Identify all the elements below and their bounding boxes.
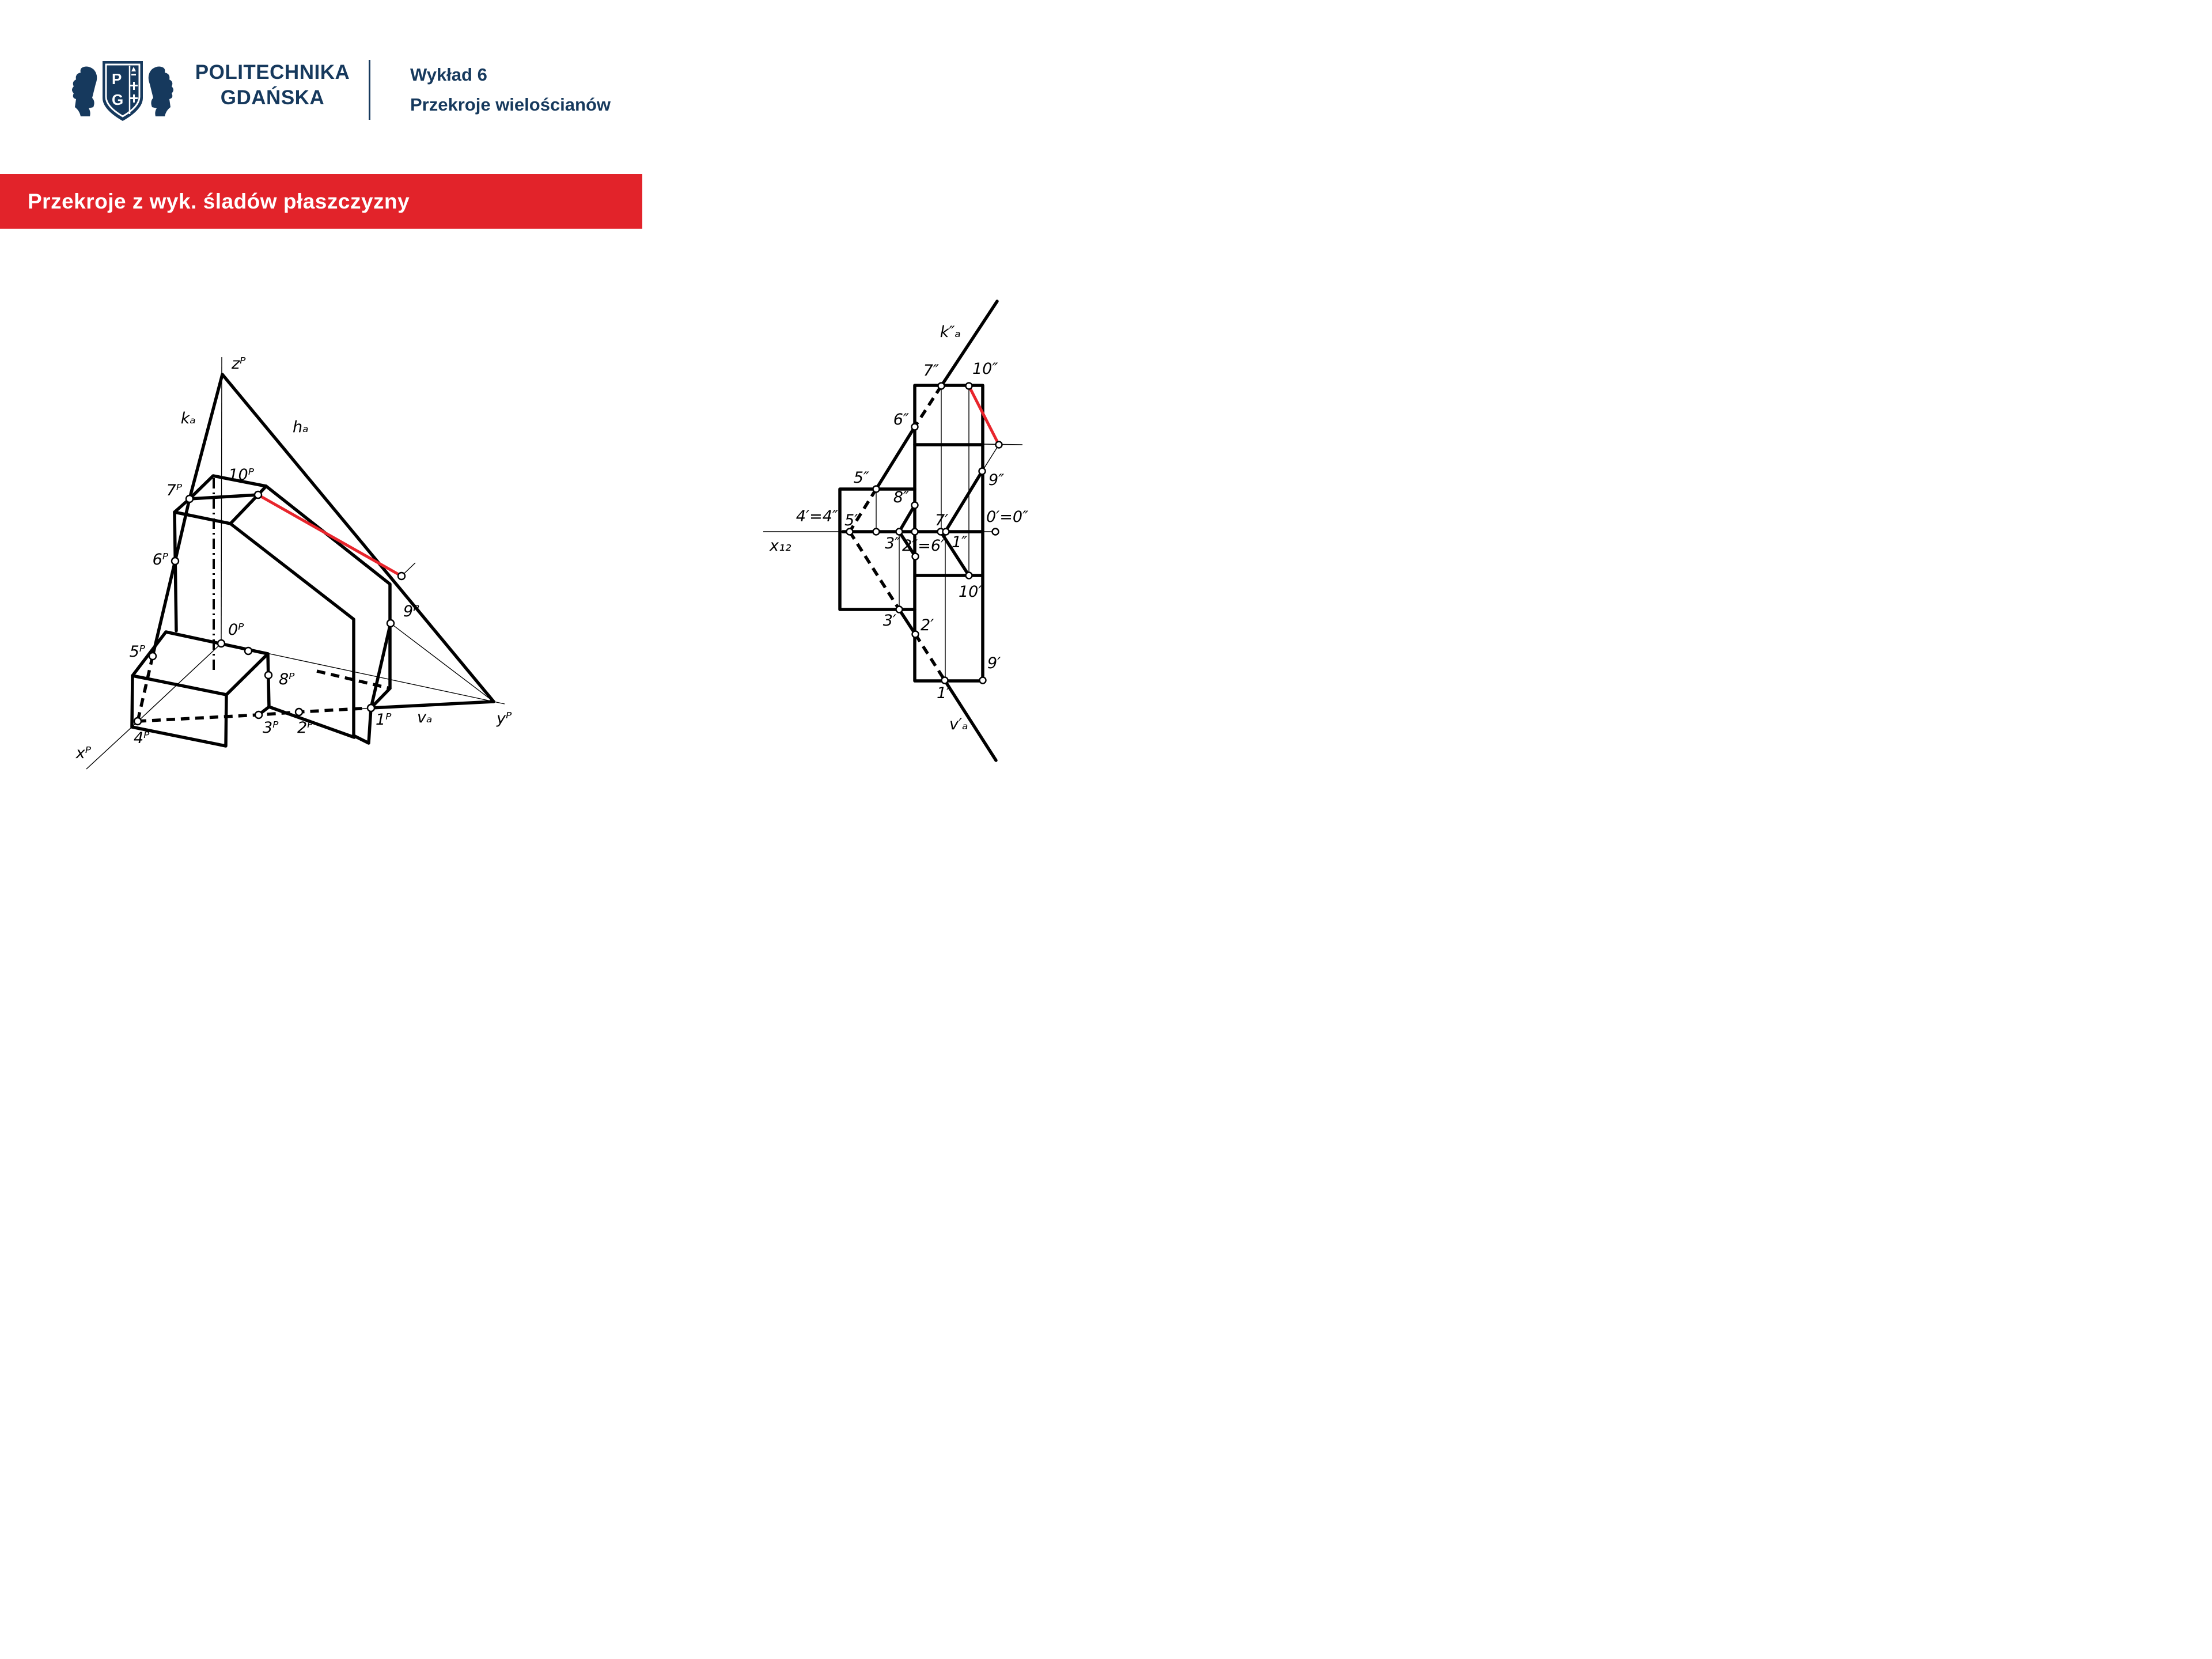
left-label-8P: 8ᴾ (279, 671, 295, 688)
point-0P (218, 640, 225, 647)
left-label-1P: 1ᴾ (376, 711, 392, 729)
point-9p (980, 677, 986, 684)
point-6P (172, 558, 179, 565)
right-label-x12: x₁₂ (770, 537, 791, 555)
left-label-2P: 2ᴾ (297, 719, 313, 737)
left-red-section-edge (258, 495, 402, 576)
university-name-line2: GDAŃSKA (220, 86, 325, 109)
point-2pp-6p (912, 529, 918, 535)
point-9P (387, 620, 394, 627)
right-label-1pp: 1″ (952, 533, 968, 551)
right-label-3p: 3′ (882, 612, 896, 630)
logo-letter-g: G (112, 91, 124, 108)
point-7pp (938, 383, 945, 389)
point-9pp (979, 468, 986, 475)
right-label-7pp: 7″ (923, 362, 939, 380)
point-2P (296, 709, 302, 715)
right-label-2p: 2′ (921, 616, 934, 634)
point-0p-0pp (993, 529, 999, 535)
point-10p (966, 573, 972, 579)
right-label-7p: 7′ (935, 512, 949, 529)
point-2p (912, 631, 919, 638)
logo-letter-p: P (112, 70, 122, 88)
lecture-number: Wykład 6 (410, 65, 487, 85)
right-label-3pp: 3″ (885, 535, 901, 552)
left-label-5P: 5ᴾ (129, 643, 145, 661)
right-label-vpA: v′ₐ (949, 715, 968, 733)
right-label-5p: 5′ (844, 512, 858, 529)
left-label-3P: 3ᴾ (263, 719, 279, 737)
right-label-kA2: k″ₐ (940, 323, 961, 341)
lecture-subject: Przekroje wielościanów (410, 94, 611, 115)
right-label-5pp: 5″ (853, 469, 869, 487)
left-label-4P: 4ᴾ (134, 729, 150, 747)
point-3pp (896, 529, 903, 535)
point-5pp (873, 486, 880, 493)
left-label-zP: zᴾ (232, 355, 246, 373)
point-5p (873, 529, 880, 535)
point-y-axis-crossing (245, 647, 252, 654)
point-3p (896, 607, 903, 613)
left-label-7P: 7ᴾ (166, 482, 182, 499)
point-8pp (912, 502, 918, 509)
right-label-9p: 9′ (987, 654, 1001, 672)
left-label-10P: 10ᴾ (228, 466, 254, 484)
right-label-10p: 10′ (959, 583, 982, 601)
left-figure-axonometric (75, 355, 512, 769)
point-10P (255, 491, 262, 498)
point-red-edge-end-right (996, 442, 1002, 448)
geometry-figures-canvas (0, 0, 1106, 830)
right-label-1p: 1′ (937, 684, 950, 702)
university-name-line1: POLITECHNIKA (195, 61, 350, 84)
right-label-0eq: 0′=0″ (986, 508, 1029, 526)
right-label-9pp: 9″ (988, 471, 1005, 489)
point-5P (149, 653, 156, 660)
right-figure-monge (763, 301, 1028, 760)
point-4P (134, 718, 141, 725)
left-label-kA: kₐ (180, 410, 196, 427)
point-8P (265, 672, 272, 679)
point-1pp (943, 529, 949, 535)
left-label-hA: hₐ (293, 418, 309, 436)
right-label-10pp: 10″ (972, 360, 998, 378)
left-label-vA: vₐ (417, 709, 433, 726)
right-label-6pp: 6″ (893, 411, 909, 429)
point-6pp (912, 424, 918, 430)
section-banner-title: Przekroje z wyk. śladów płaszczyzny (28, 189, 410, 213)
point-red-edge-end (398, 573, 405, 579)
point-1p (942, 677, 948, 684)
left-label-xP: xᴾ (75, 744, 91, 762)
point-3P (255, 711, 262, 718)
slide-page (0, 0, 1106, 830)
left-label-0P: 0ᴾ (228, 621, 244, 639)
left-label-9P: 9ᴾ (403, 603, 419, 620)
right-label-2eq: 2″=6′ (902, 537, 945, 555)
point-1P (368, 704, 374, 711)
point-4p-4pp (847, 529, 853, 535)
point-10pp (966, 383, 972, 389)
right-label-4eq: 4′=4″ (796, 507, 838, 525)
point-7P (186, 495, 193, 502)
left-label-yP: yᴾ (497, 710, 512, 728)
left-label-6P: 6ᴾ (152, 551, 168, 569)
right-label-8pp: 8″ (893, 488, 909, 506)
